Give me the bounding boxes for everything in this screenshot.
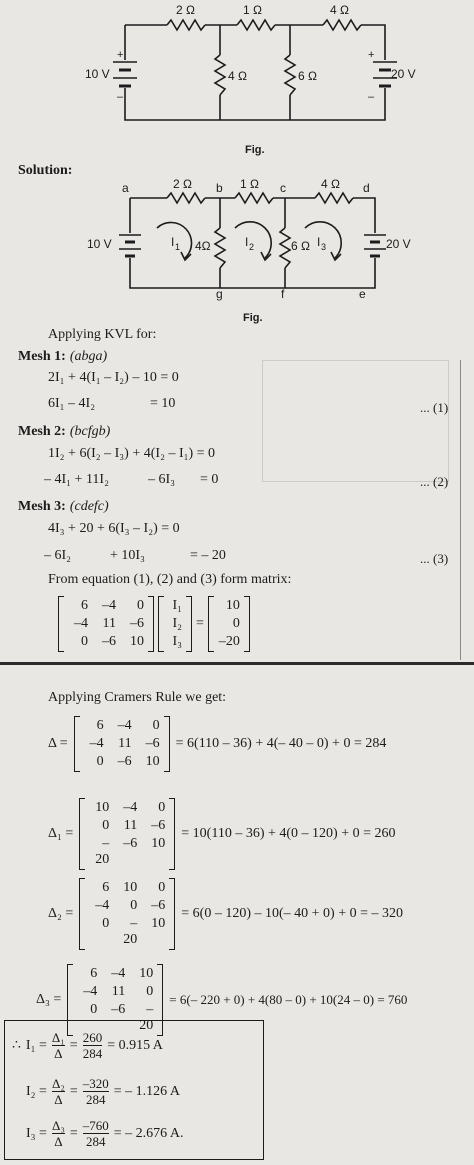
- mesh2-path: (bcfgb): [69, 424, 111, 439]
- matrix-cell: –4: [95, 898, 110, 913]
- matrix-cell: –6: [145, 736, 160, 751]
- matrix-cell: 0: [90, 1002, 98, 1017]
- mesh2-equation-2b: – 6I₃: [148, 472, 176, 487]
- c2-label-r5: 6 Ω: [291, 239, 310, 253]
- label-v1: 10 V: [85, 67, 110, 81]
- matrix-cell: 0: [137, 598, 144, 613]
- i2-value-fraction: [83, 1076, 109, 1107]
- label-r2: 1 Ω: [243, 3, 262, 17]
- matrix-cell: 0: [158, 880, 166, 895]
- circuit2-battery-10v: [119, 235, 141, 256]
- matrix-cell: 10: [151, 916, 166, 931]
- label-v1-plus: +: [117, 49, 124, 61]
- i3-lhs: I₃ =: [26, 1125, 47, 1141]
- mesh1-equation-1: 2I₁ + 4(I₁ – I₂) – 10 = 0: [48, 370, 179, 385]
- resistor-1ohm: [237, 20, 275, 30]
- i2-value-den: 284: [86, 1092, 106, 1107]
- i3-ratio: [52, 1118, 65, 1149]
- node-e: e: [359, 287, 366, 301]
- determinant-delta2: [48, 880, 403, 948]
- bleed-through-box: [262, 360, 449, 482]
- delta-matrix: [74, 718, 170, 770]
- i1-ratio-num: Δ₁: [51, 1030, 65, 1045]
- i3-value-fraction: [83, 1118, 109, 1149]
- constant-vector: [208, 598, 250, 650]
- i1-lhs: I₁ =: [25, 1037, 47, 1053]
- c2-label-v1: 10 V: [87, 237, 112, 251]
- resistor-2ohm: [167, 20, 205, 30]
- matrix-cell: 6: [96, 718, 104, 733]
- label-v2-minus: –: [368, 91, 375, 103]
- i2-ratio-num: Δ₂: [51, 1076, 65, 1091]
- matrix-cell: –6: [151, 818, 166, 833]
- i2-ratio-den: Δ: [54, 1092, 63, 1107]
- cramer-intro: Applying Cramers Rule we get:: [48, 690, 227, 705]
- coefficient-matrix: [58, 598, 154, 650]
- mesh2-title: Mesh 2:: [18, 424, 66, 439]
- i3-ratio-den: Δ: [54, 1134, 63, 1149]
- matrix-cell: –20: [123, 916, 138, 947]
- delta3-expansion: = 6(– 220 + 0) + 4(80 – 0) + 10(24 – 0) = 760: [169, 992, 408, 1007]
- matrix-cell: 11: [111, 984, 126, 999]
- matrix-cell: –6: [130, 616, 144, 631]
- mesh1-heading: [18, 347, 107, 365]
- c2-label-r2: 1 Ω: [240, 177, 259, 191]
- node-d: d: [363, 181, 370, 195]
- matrix-intro: From equation (1), (2) and (3) form matrix:: [48, 572, 292, 587]
- i1-value-fraction: [83, 1030, 103, 1061]
- matrix-cell: –6: [111, 1002, 126, 1017]
- solution-heading: Solution:: [18, 163, 73, 178]
- mesh3-heading: [18, 497, 109, 515]
- vector-cell: I₁: [172, 598, 182, 613]
- matrix-cell: 11: [123, 818, 138, 833]
- matrix-cell: –4: [74, 616, 88, 631]
- mesh1-current-label: I: [171, 235, 175, 249]
- figure-caption-1: Fig.: [245, 144, 265, 156]
- matrix-cell: 0: [102, 916, 110, 931]
- c2-label-r4: 4Ω: [195, 239, 211, 253]
- mesh3-current-arrow-icon: [305, 222, 341, 258]
- delta2-expansion: = 6(0 – 120) – 10(– 40 + 0) + 0 = – 320: [181, 906, 404, 921]
- mesh2-current-label: I: [245, 235, 249, 249]
- circuit-diagram-2: [87, 177, 425, 301]
- mesh1-current-sub: 1: [175, 242, 181, 252]
- circuit2-battery-20v: [364, 235, 386, 256]
- matrix-cell: 10: [139, 966, 154, 981]
- mesh3-equation-1: 4I₃ + 20 + 6(I₃ – I₂) = 0: [48, 521, 180, 536]
- matrix-cell: –20: [139, 1002, 154, 1033]
- label-r3: 4 Ω: [330, 3, 349, 17]
- c2-label-r3: 4 Ω: [321, 177, 340, 191]
- battery-10v: [113, 62, 137, 86]
- mesh1-title: Mesh 1:: [18, 349, 66, 364]
- mesh3-equation-2b: + 10I₃: [110, 548, 145, 563]
- matrix-cell: 0: [146, 984, 154, 999]
- matrix-cell: –6: [151, 898, 166, 913]
- delta-label: Δ =: [48, 736, 68, 751]
- delta-expansion: = 6(110 – 36) + 4(– 40 – 0) + 0 = 284: [175, 736, 387, 751]
- equation-number-3: ... (3): [420, 551, 449, 566]
- matrix-cell: 6: [81, 598, 88, 613]
- mesh3-title: Mesh 3:: [18, 499, 66, 514]
- mesh2-equation-2c: = 0: [200, 472, 219, 487]
- matrix-cell: 10: [95, 800, 110, 815]
- i1-ratio: [52, 1030, 65, 1061]
- equation-number-2: ... (2): [420, 474, 449, 489]
- mesh3-current-label: I: [317, 235, 321, 249]
- mesh1-path: (abga): [69, 349, 108, 364]
- mesh3-path: (cdefc): [69, 499, 109, 514]
- unknown-vector: [158, 598, 192, 650]
- matrix-cell: 6: [90, 966, 98, 981]
- matrix-cell: –20: [95, 836, 110, 867]
- delta2-matrix: [79, 880, 175, 948]
- i3-value-den: 284: [86, 1134, 106, 1149]
- matrix-cell: 10: [130, 634, 144, 649]
- node-f: f: [281, 287, 285, 301]
- matrix-cell: –4: [83, 984, 98, 999]
- matrix-cell: 6: [102, 880, 110, 895]
- mesh2-current-sub: 2: [249, 242, 255, 252]
- i3-ratio-num: Δ₃: [51, 1118, 65, 1133]
- matrix-cell: 10: [145, 754, 160, 769]
- delta1-matrix: [79, 800, 175, 868]
- mesh2-current-arrow-icon: [235, 222, 271, 258]
- vector-cell: I₂: [172, 616, 182, 631]
- circuit-diagram-1: [85, 0, 425, 135]
- mesh1-equation-2b: = 10: [150, 396, 176, 411]
- matrix-cell: –6: [117, 754, 132, 769]
- node-b: b: [216, 181, 223, 195]
- label-r4: 4 Ω: [228, 69, 247, 83]
- i2-value-num: –320: [82, 1076, 109, 1091]
- result-i1: ∴ I₁ = $\frac{\text{Δ₁}}{\Delta}$ = $\frac{260}{284}$ = 0.915 A: [12, 1030, 163, 1061]
- matrix-cell: 10: [123, 880, 138, 895]
- i1-ratio-den: Δ: [54, 1046, 63, 1061]
- delta1-expansion: = 10(110 – 36) + 4(0 – 120) + 0 = 260: [181, 826, 396, 841]
- vector-cell: –20: [218, 634, 240, 649]
- circuit2-resistor-2ohm: [167, 193, 205, 203]
- matrix-cell: –6: [102, 634, 116, 649]
- i3-result: = – 2.676 A.: [113, 1125, 184, 1141]
- page-divider: [0, 662, 474, 665]
- delta1-label: Δ₁ =: [48, 826, 74, 841]
- vector-cell: 10: [225, 598, 240, 613]
- matrix-cell: –4: [89, 736, 104, 751]
- c2-label-v2: 20 V: [386, 237, 411, 251]
- matrix-cell: –4: [117, 718, 132, 733]
- i1-result: = 0.915 A: [107, 1037, 163, 1053]
- matrix-cell: 11: [102, 616, 116, 631]
- resistor-6ohm-vertical: [285, 55, 295, 95]
- matrix-cell: 0: [102, 818, 110, 833]
- c2-label-r1: 2 Ω: [173, 177, 192, 191]
- matrix-cell: 0: [152, 718, 160, 733]
- matrix-cell: 0: [81, 634, 88, 649]
- i2-lhs: I₂ =: [26, 1083, 47, 1099]
- matrix-cell: 10: [151, 836, 166, 851]
- mesh2-equation-1: 1I₂ + 6(I₂ – I₃) + 4(I₂ – I₁) = 0: [48, 446, 216, 461]
- node-g: g: [216, 287, 223, 301]
- node-a: a: [122, 181, 129, 195]
- kvl-intro: Applying KVL for:: [48, 327, 157, 342]
- label-v2-plus: +: [368, 49, 375, 61]
- matrix-equals: =: [196, 616, 204, 631]
- matrix-cell: 0: [96, 754, 104, 769]
- determinant-delta: [48, 718, 386, 770]
- resistor-4ohm-vertical: [215, 55, 225, 95]
- node-c: c: [280, 181, 286, 195]
- page-edge-line: [460, 360, 461, 660]
- equation-number-1: ... (1): [420, 400, 449, 415]
- matrix-cell: 0: [158, 800, 166, 815]
- matrix-equation: [58, 598, 250, 650]
- determinant-delta1: [48, 800, 396, 868]
- circuit2-resistor-4ohm-top: [315, 193, 353, 203]
- label-r5: 6 Ω: [298, 69, 317, 83]
- circuit2-resistor-4ohm: [215, 228, 225, 268]
- i2-result: = – 1.126 A: [113, 1083, 180, 1099]
- i1-value-num: 260: [82, 1030, 103, 1045]
- label-r1: 2 Ω: [176, 3, 195, 17]
- figure-caption-2: Fig.: [243, 312, 263, 324]
- label-v1-minus: –: [117, 91, 124, 103]
- i1-value-den: 284: [82, 1046, 103, 1061]
- mesh3-equation-2c: = – 20: [190, 548, 226, 563]
- delta2-label: Δ₂ =: [48, 906, 74, 921]
- circuit1-right-wire: [125, 25, 385, 120]
- mesh3-equation-2a: – 6I₂: [44, 548, 72, 563]
- circuit2-resistor-1ohm: [235, 193, 273, 203]
- resistor-4ohm-top: [323, 20, 361, 30]
- mesh1-equation-2a: 6I₁ – 4I₂: [48, 396, 96, 411]
- matrix-cell: –4: [102, 598, 116, 613]
- matrix-cell: –4: [123, 800, 138, 815]
- matrix-cell: –4: [111, 966, 126, 981]
- vector-cell: 0: [232, 616, 240, 631]
- therefore-symbol: ∴: [12, 1038, 21, 1053]
- i3-value-num: –760: [82, 1118, 109, 1133]
- result-i2: I₂ = $\frac{\text{Δ₂}}{\Delta}$ = $\frac{-320}{284}$ = – 1.126 A: [26, 1076, 180, 1107]
- mesh3-current-sub: 3: [321, 242, 327, 252]
- circuit2-resistor-6ohm: [280, 228, 290, 268]
- matrix-cell: 0: [130, 898, 138, 913]
- result-i3: I₃ = $\frac{\text{Δ₃}}{\Delta}$ = $\frac{-760}{284}$ = – 2.676 A.: [26, 1118, 184, 1149]
- delta3-label: Δ₃ =: [36, 992, 62, 1007]
- label-v2: 20 V: [391, 67, 416, 81]
- matrix-cell: 11: [118, 736, 132, 751]
- vector-cell: I₃: [172, 634, 182, 649]
- matrix-cell: –6: [123, 836, 138, 851]
- mesh2-heading: [18, 422, 110, 440]
- mesh2-equation-2a: – 4I₁ + 11I₂: [44, 472, 109, 487]
- i2-ratio: [52, 1076, 65, 1107]
